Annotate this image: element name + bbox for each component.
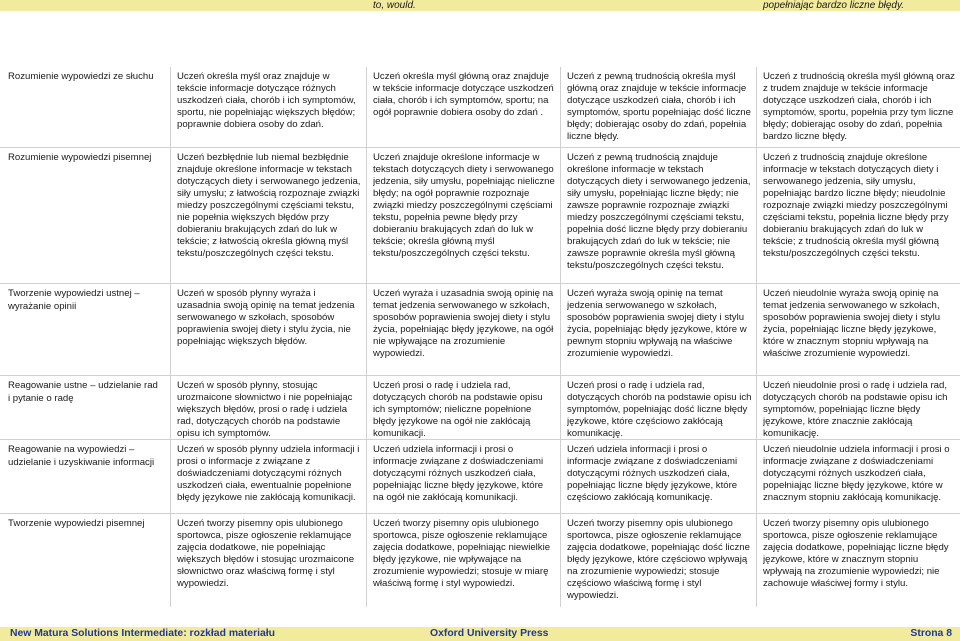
top-row-cell-col5: popełniając bardzo liczne błędy. (763, 0, 905, 11)
row-3-grade-3: Uczeń wyraża swoją opinię na temat jedzenia serwowanego w szkołach, sposobów poprawienia swojej diety i stylu życia, popełniając błędy językowe, które w pewnym stopniu wpływają na właściwe zrozumienie wypowiedzi. (567, 288, 747, 359)
row-4-grade-3: Uczeń prosi o radę i udziela rad, dotyczących chorób na podstawie opisu ich symptomów, popełniając dość liczne błędy językowe, które częściowo zakłócają komunikację. (567, 380, 752, 439)
row-2-grade-3: Uczeń z pewną trudnością znajduje określone informacje w tekstach dotyczących diety i serwowanego jedzenia, siły umysłu, popełniając liczne błędy; nie zawsze poprawnie rozpoznaje związki miedzy poszczególnymi częściami tekstu, popełnia dość liczne błędy przy dobieraniu brakujących zdań do luk w tekście; nie zawsze poprawnie określa myśl główną tekstu/poszczególnych części tekstu. (567, 152, 751, 271)
row-1-grade-5: Uczeń określa myśl oraz znajduje w tekście informacje dotyczące różnych uszkodzeń ciała, chorób i ich symptomów, sportu, nie popełniając większych błędów; poprawnie dobiera osoby do zdań. (177, 71, 356, 130)
row-4-grade-5: Uczeń w sposób płynny, stosując urozmaicone słownictwo i nie popełniając większych błędów, prosi o radę i udziela rad, dotyczących chorób na podstawie opisu ich symptomów. (177, 380, 353, 439)
top-row-cell-col3: to, would. (373, 0, 416, 11)
row-2-grade-4: Uczeń znajduje określone informacje w tekstach dotyczących diety i serwowanego jedzenia, siły umysłu, popełniając nieliczne błędy; na ogół poprawnie rozpoznaje związki miedzy poszczególnymi częściami tekstu, popełnia pewne błędy przy dobieraniu brakujących zdań do luk w tekście; określa główną myśl tekstu/poszczególnych części tekstu. (373, 152, 555, 259)
row-1-grade-3: Uczeń z pewną trudnością określa myśl główną oraz znajduje w tekście informacje dotyczące uszkodzeń ciała, chorób i ich symptomów, sportu popełniając dość liczne błędy; dobierając osoby do zdań, popełnia liczne błędy. (567, 71, 751, 142)
row-2-grade-5: Uczeń bezbłędnie lub niemal bezbłędnie znajduje określone informacje w tekstach dotyczących diety i serwowanego jedzenia, siły umysłu; z łatwością rozpoznaje związki miedzy poszczególnymi częściami tekstu, nie popełnia większych błędów przy dobieraniu brakujących zdań do luk w tekście; z łatwością określa główną myśl tekstu/poszczególnych części tekstu. (177, 152, 361, 259)
row-1-grade-4: Uczeń określa myśl główną oraz znajduje w tekście informacje dotyczące uszkodzeń ciała, chorób i ich symptomów, sportu; na ogół poprawnie dobiera osoby do zdań . (373, 71, 554, 118)
row-6-grade-5: Uczeń tworzy pisemny opis ulubionego sportowca, pisze ogłoszenie reklamujące zajęcia dodatkowe, nie popełniając większych błędów i stosując urozmaicone słownictwo oraz właściwą formę i styl wypowiedzi. (177, 518, 355, 589)
row-6-grade-2: Uczeń tworzy pisemny opis ulubionego sportowca, pisze ogłoszenie reklamujące zajęcia dodatkowe, popełniając liczne błędy językowe, które w znacznym stopniu wpływają na zrozumienie wypowiedzi; nie zachowuje właściwej formy i stylu. (763, 518, 949, 589)
page-footer (0, 627, 960, 641)
footer-page-number: Strona 8 (910, 628, 952, 639)
row-5-skill: Reagowanie na wypowiedzi – udzielanie i uzyskiwanie informacji (8, 444, 155, 468)
row-2-skill: Rozumienie wypowiedzi pisemnej (8, 152, 152, 163)
row-4-grade-2: Uczeń nieudolnie prosi o radę i udziela rad, dotyczących chorób na podstawie opisu ich symptomów, popełniając liczne błędy językowe, które znacznie zakłócają komunikację. (763, 380, 948, 439)
row-3-grade-2: Uczeń nieudolnie wyraża swoją opinię na temat jedzenia serwowanego w szkołach, sposobów poprawienia swojej diety i stylu życia, popełniając liczne błędy językowe, które w znacznym stopniu wpływają na właściwe zrozumienie wypowiedzi. (763, 288, 941, 359)
row-5-grade-3: Uczeń udziela informacji i prosi o informacje związane z doświadczeniami dotyczącymi różnych uszkodzeń ciała, popełniając liczne błędy językowe, które częściowo zakłócają komunikację. (567, 444, 738, 503)
footer-book-title: New Matura Solutions Intermediate: rozkład materiału (10, 628, 276, 639)
row-6-grade-3: Uczeń tworzy pisemny opis ulubionego sportowca, pisze ogłoszenie reklamujące zajęcia dodatkowe, popełniając dość liczne błędy językowe, które częściowo wpływają na zrozumienie wypowiedzi; stosuje częściowo właściwą formę i styl wypowiedzi. (567, 518, 750, 601)
row-3-grade-5: Uczeń w sposób płynny wyraża i uzasadnia swoją opinię na temat jedzenia serwowanego w szkołach, sposobów poprawienia swojej diety i stylu życia, nie popełniając większych błędów. (177, 288, 355, 347)
row-5-grade-5: Uczeń w sposób płynny udziela informacji i prosi o informacje z związane z doświadczeniami dotyczącymi różnych uszkodzeń ciała, ewentualnie popełnione błędy językowe nie zakłócają komunikacji. (177, 444, 360, 503)
assessment-criteria-table (0, 67, 960, 607)
top-row-continuation (0, 0, 960, 11)
row-4-grade-4: Uczeń prosi o radę i udziela rad, dotyczących chorób na podstawie opisu ich symptomów; nieliczne popełnione błędy językowe na ogół nie zakłócają komunikacji. (373, 380, 543, 439)
row-1-grade-2: Uczeń z trudnością określa myśl główną oraz z trudem znajduje w tekście informacje dotyczące uszkodzeń ciała, chorób i ich symptomów, sportu, popełnia przy tym liczne błędy; dobierając osoby do zdań, popełnia bardzo liczne błędy. (763, 71, 955, 142)
row-6-skill: Tworzenie wypowiedzi pisemnej (8, 518, 145, 529)
row-2-grade-2: Uczeń z trudnością znajduje określone informacje w tekstach dotyczących diety i serwowanego jedzenia, siły umysłu, popełniając bardzo liczne błędy; nieudolnie rozpoznaje związki miedzy poszczególnymi częściami tekstu, popełnia liczne błędy przy dobieraniu brakujących zdań do luk w tekście; z trudnością określa myśl główną tekstu/poszczególnych części tekstu. (763, 152, 949, 259)
row-3-grade-4: Uczeń wyraża i uzasadnia swoją opinię na temat jedzenia serwowanego w szkołach, sposobów poprawienia swojej diety i stylu życia, popełniając błędy językowe, na ogół nie wpływające na zrozumienie wypowiedzi. (373, 288, 554, 359)
row-6-grade-4: Uczeń tworzy pisemny opis ulubionego sportowca, pisze ogłoszenie reklamujące zajęcia dodatkowe, popełniając niewielkie błędy językowe, nie wpływające na zrozumienie wypowiedzi; stosuje w miarę właściwą formę i styl wypowiedzi. (373, 518, 551, 589)
row-4-skill: Reagowanie ustne – udzielanie rad i pytanie o radę (8, 380, 158, 404)
footer-publisher: Oxford University Press (430, 628, 549, 639)
row-5-grade-2: Uczeń nieudolnie udziela informacji i prosi o informacje związane z doświadczeniami dotyczącymi różnych uszkodzeń ciała, popełniając liczne błędy językowe, które w znacznym stopniu zakłócają komunikację. (763, 444, 950, 503)
row-1-skill: Rozumienie wypowiedzi ze słuchu (8, 71, 154, 82)
row-3-skill: Tworzenie wypowiedzi ustnej – wyrażanie opinii (8, 288, 140, 312)
row-5-grade-4: Uczeń udziela informacji i prosi o informacje związane z doświadczeniami dotyczącymi różnych uszkodzeń ciała, popełniając liczne błędy językowe, które na ogół nie zakłócają komunikacji. (373, 444, 544, 503)
